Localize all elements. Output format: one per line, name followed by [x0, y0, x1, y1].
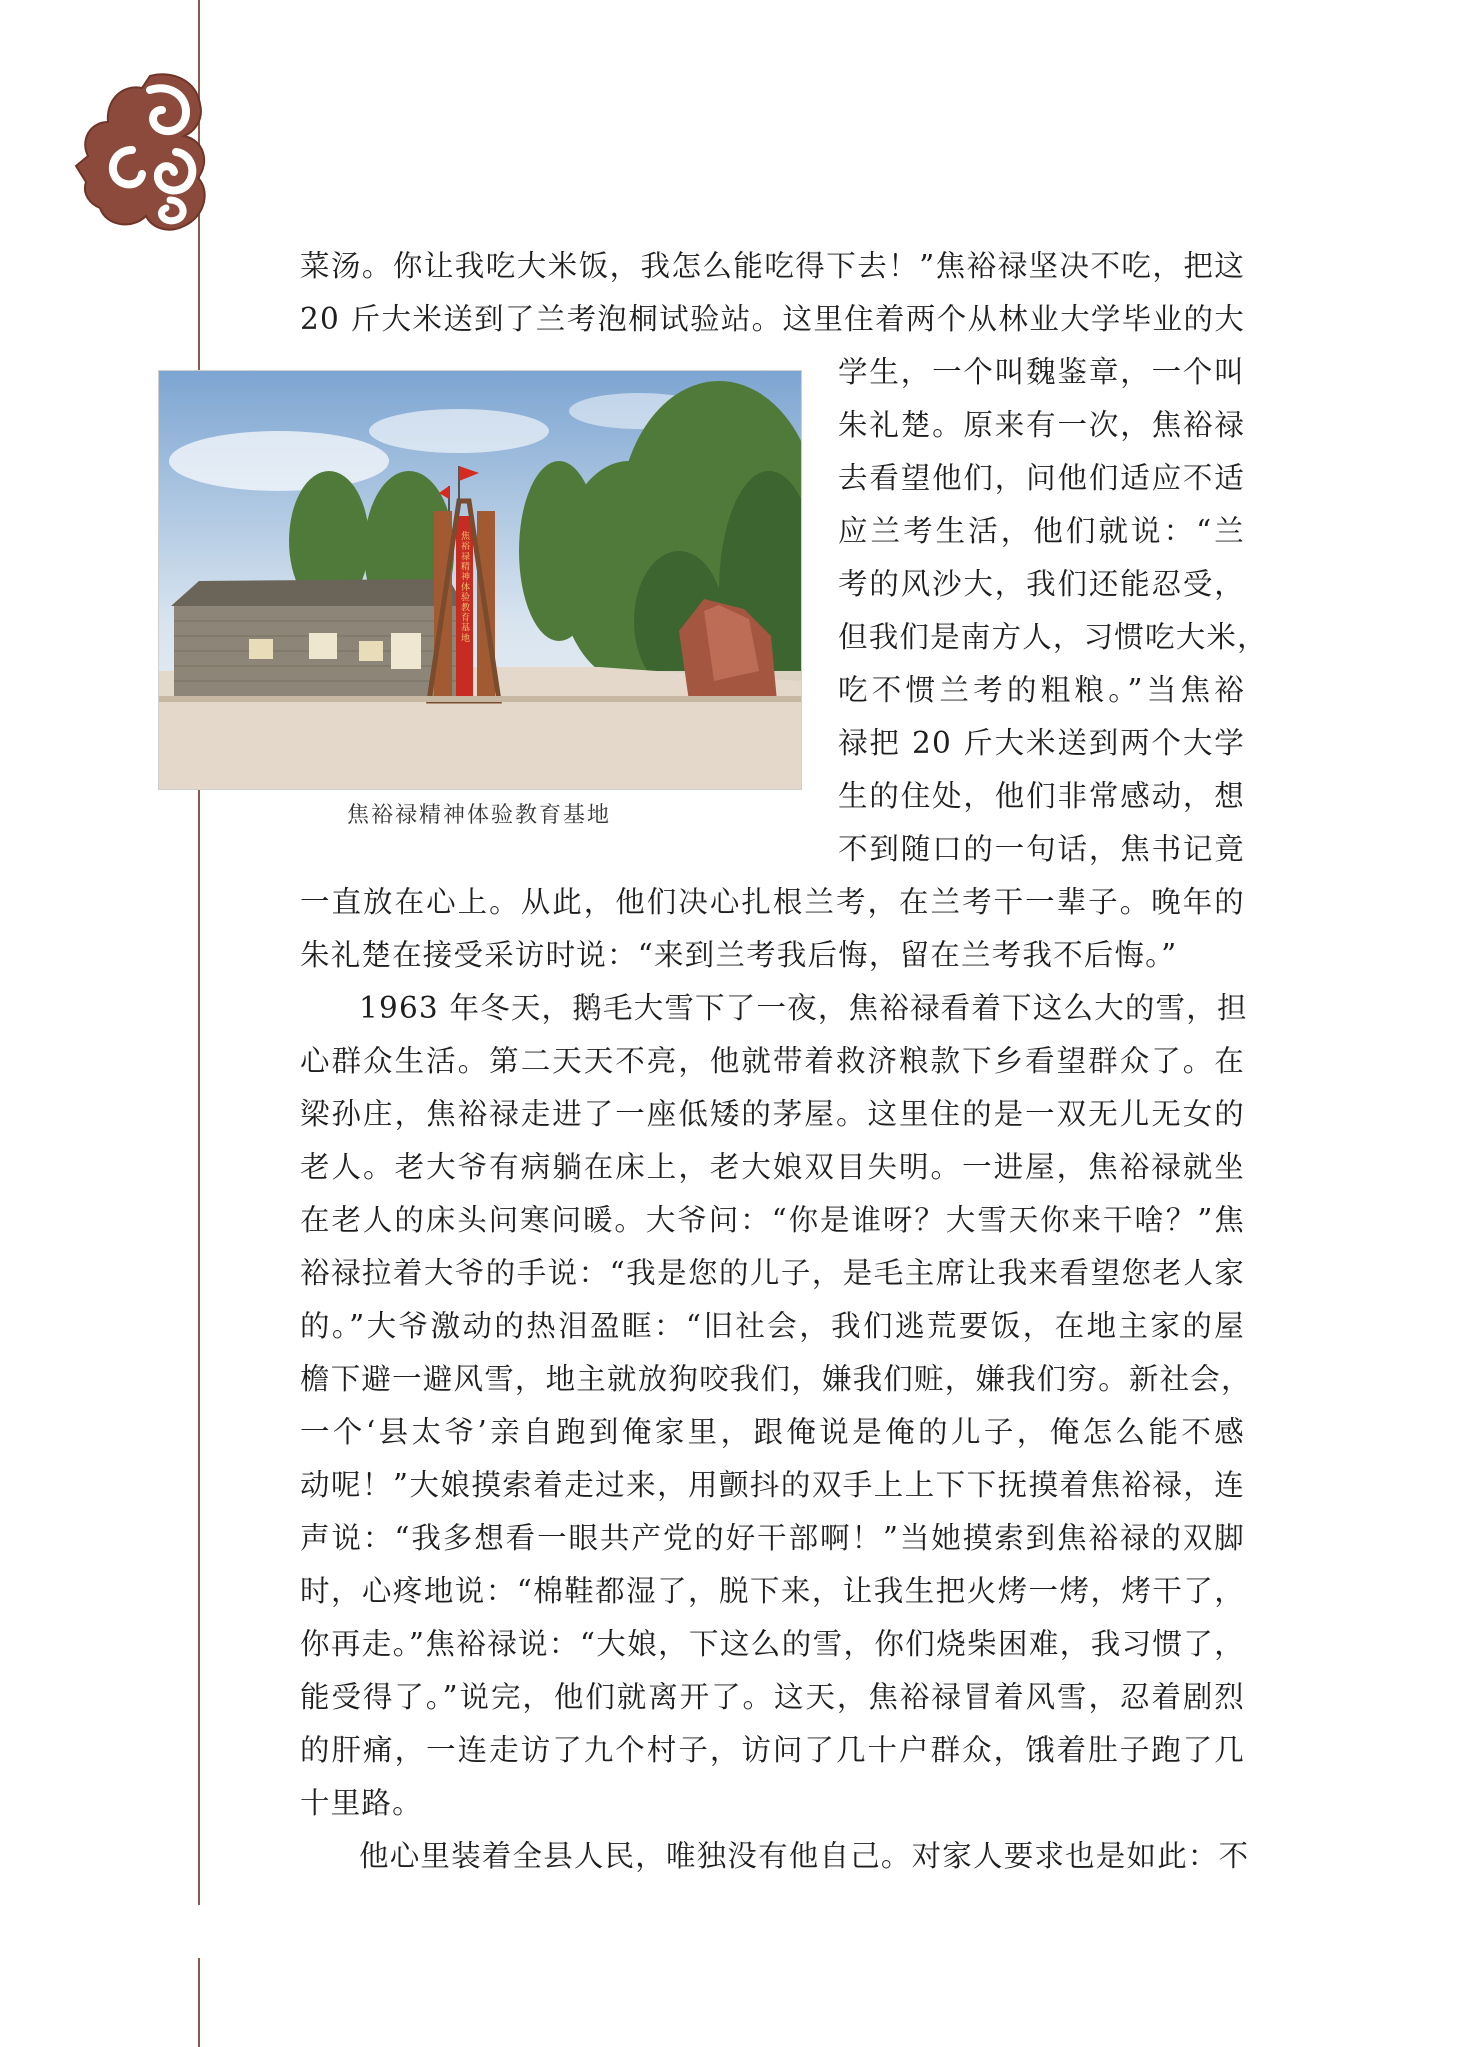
photo-figure: [300, 346, 830, 839]
cloud-ornament-icon: [72, 70, 207, 240]
text-line: 裕禄拉着大爷的手说：“我是您的儿子，是毛主席让我来看望您老人家: [300, 1256, 1245, 1290]
text-line: 一直放在心上。从此，他们决心扎根兰考，在兰考干一辈子。晚年的: [300, 885, 1245, 919]
paragraph-first-line: 1963 年冬天，鹅毛大雪下了一夜，焦裕禄看着下这么大的雪，担: [359, 991, 1248, 1025]
text-line: 菜汤。你让我吃大米饭，我怎么能吃得下去！”焦裕禄坚决不吃，把这: [300, 249, 1245, 283]
text-line: 声说：“我多想看一眼共产党的好干部啊！”当她摸索到焦裕禄的双脚: [300, 1521, 1245, 1555]
body-text: [300, 240, 1268, 1883]
text-line: 但我们是南方人，习惯吃大米，: [838, 620, 1268, 654]
text-line: 十里路。: [300, 1786, 423, 1820]
text-line: 不到随口的一句话，焦书记竟: [838, 832, 1245, 866]
photo-caption: 焦裕禄精神体验教育基地: [346, 803, 611, 828]
paragraph-first-line: 他心里装着全县人民，唯独没有他自己。对家人要求也是如此：不: [359, 1839, 1250, 1873]
wrapped-column: [838, 346, 1268, 876]
text-line: 你再走。”焦裕禄说：“大娘，下这么的雪，你们烧柴困难，我习惯了，: [300, 1627, 1245, 1661]
text-line: 考的风沙大，我们还能忍受，: [838, 567, 1245, 601]
memorial-photo: [158, 370, 802, 790]
text-line: 动呢！”大娘摸索着走过来，用颤抖的双手上上下下抚摸着焦裕禄，连: [300, 1468, 1245, 1502]
text-line: 的肝痛，一连走访了九个村子，访问了几十户群众，饿着肚子跑了几: [300, 1733, 1245, 1767]
text-line: 心群众生活。第二天天不亮，他就带着救济粮款下乡看望群众了。在: [300, 1044, 1245, 1078]
text-line: 在老人的床头问寒问暖。大爷问：“你是谁呀？大雪天你来干啥？”焦: [300, 1203, 1245, 1237]
text-line: 20 斤大米送到了兰考泡桐试验站。这里住着两个从林业大学毕业的大: [300, 302, 1245, 336]
text-line: 檐下避一避风雪，地主就放狗咬我们，嫌我们赃，嫌我们穷。新社会，: [300, 1362, 1252, 1396]
text-line: 生的住处，他们非常感动，想: [838, 779, 1245, 813]
text-line: 学生，一个叫魏鉴章，一个叫: [838, 355, 1245, 389]
text-line: 的。”大爷激动的热泪盈眶：“旧社会，我们逃荒要饭，在地主家的屋: [300, 1309, 1245, 1343]
text-line: 一个‘县太爷’亲自跑到俺家里，跟俺说是俺的儿子，俺怎么能不感: [300, 1415, 1245, 1449]
text-line: 老人。老大爷有病躺在床上，老大娘双目失明。一进屋，焦裕禄就坐: [300, 1150, 1245, 1184]
text-line: 去看望他们，问他们适应不适: [838, 461, 1245, 495]
text-line: 朱礼楚。原来有一次，焦裕禄: [838, 408, 1245, 442]
text-line: 应兰考生活，他们就说：“兰: [838, 514, 1245, 548]
text-line: 吃不惯兰考的粗粮。”当焦裕: [838, 673, 1245, 707]
text-line: 梁孙庄，焦裕禄走进了一座低矮的茅屋。这里住的是一双无儿无女的: [300, 1097, 1245, 1131]
text-line: 禄把 20 斤大米送到两个大学: [838, 726, 1245, 760]
text-line: 能受得了。”说完，他们就离开了。这天，焦裕禄冒着风雪，忍着剧烈: [300, 1680, 1245, 1714]
margin-rule-lower: [198, 1958, 200, 2047]
margin-rule: [198, 0, 200, 1905]
text-line: 朱礼楚在接受采访时说：“来到兰考我后悔，留在兰考我不后悔。”: [300, 938, 1178, 972]
text-line: 时，心疼地说：“棉鞋都湿了，脱下来，让我生把火烤一烤，烤干了，: [300, 1574, 1245, 1608]
banner-text: 焦裕禄精神体验教育基地: [459, 531, 469, 644]
